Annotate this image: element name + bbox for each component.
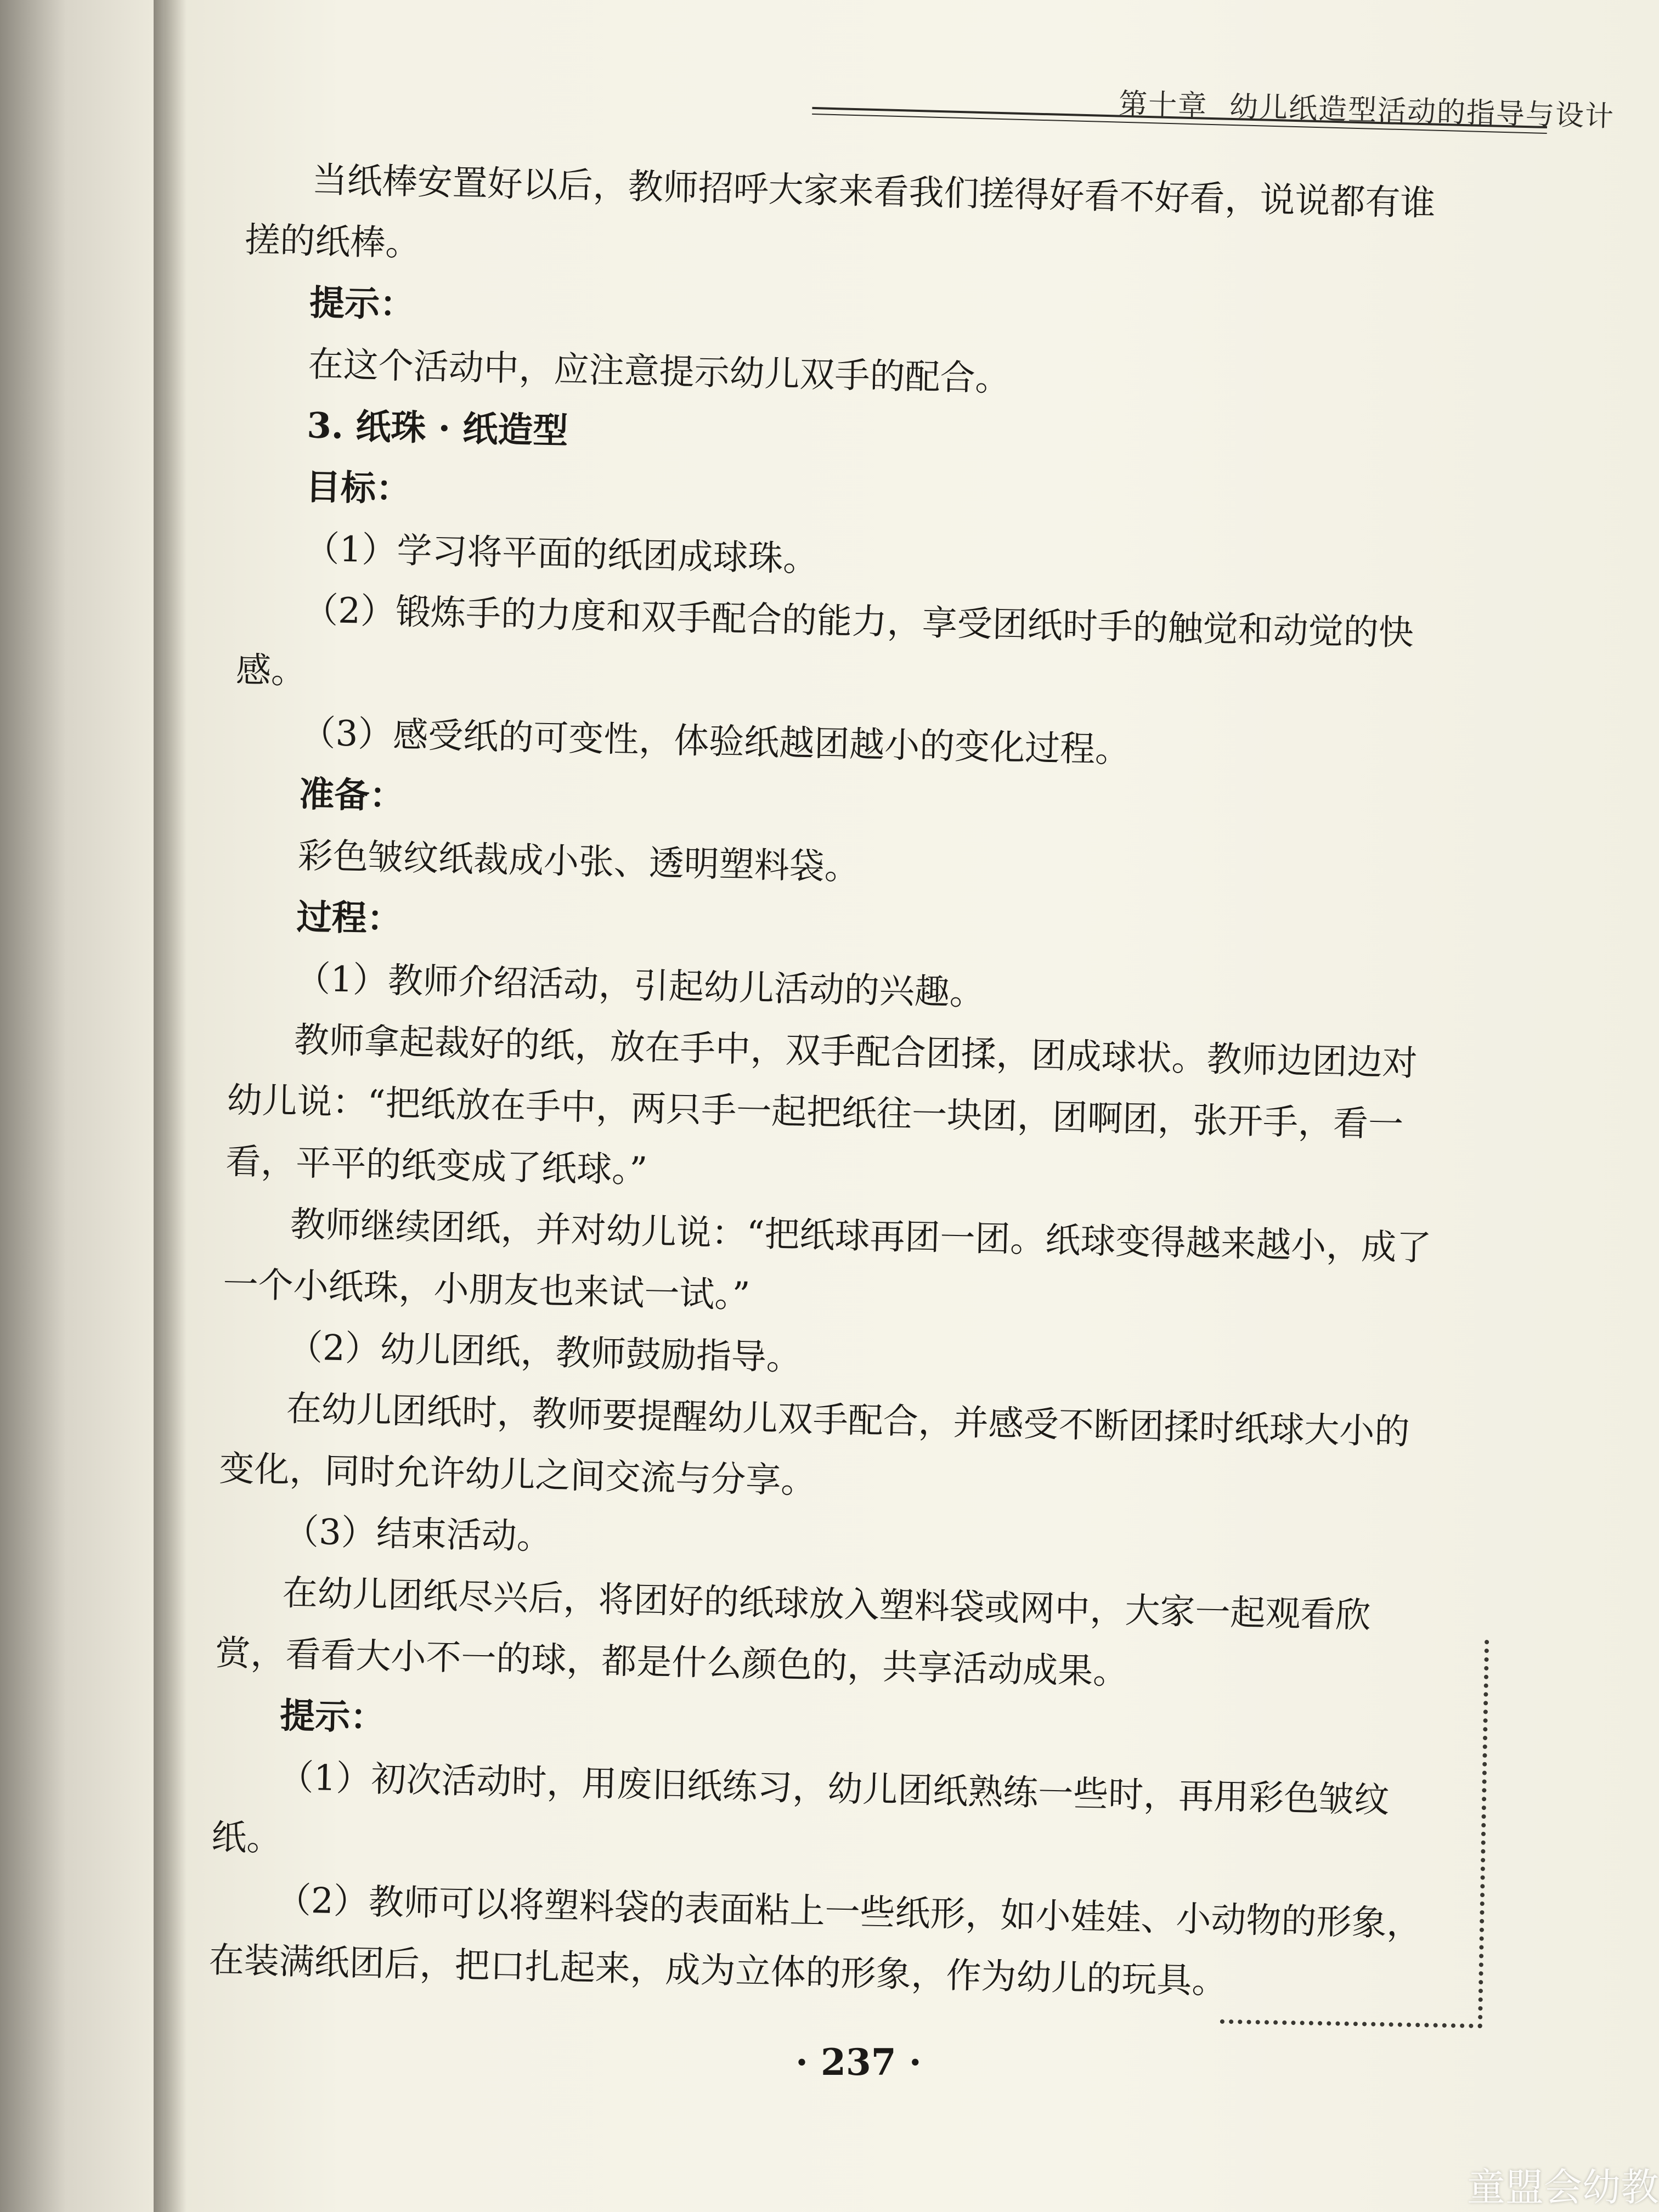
list-item: （1）教师介绍活动，引起幼儿活动的兴趣。: [295, 958, 985, 1014]
list-item: （2）教师可以将塑料袋的表面粘上一些纸形，如小娃娃、小动物的形象，在装满纸团后，把口扎起来，成为立体的形象，作为幼儿的玩具。: [208, 1880, 1423, 2002]
list-item: （2）幼儿团纸，教师鼓励指导。: [287, 1327, 802, 1379]
book-page: [165, 0, 1659, 2212]
watermark: 童盟会幼教: [1467, 2165, 1659, 2210]
list-item: （2）锻炼手的力度和双手配合的能力，享受团纸时手的触觉和动觉的快感。: [235, 590, 1414, 692]
paragraph: 在幼儿团纸尽兴后，将团好的纸球放入塑料袋或网中，大家一起观看欣赏，看看大小不一的球，都是什么颜色的，共享活动成果。: [215, 1572, 1372, 1693]
paragraph: 彩色皱纹纸裁成小张、透明塑料袋。: [297, 836, 860, 888]
list-item: （3）结束活动。: [283, 1511, 552, 1558]
paragraph: 当纸棒安置好以后，教师招呼大家来看我们搓得好看不好看，说说都有谁搓的纸棒。: [244, 160, 1436, 264]
list-item: （1）学习将平面的纸团成球珠。: [303, 528, 819, 580]
dotted-frame-decoration: [1220, 1635, 1489, 2028]
facing-page-edge: [0, 0, 165, 2212]
heading-hint: 提示：: [279, 1695, 386, 1739]
heading-process: 过程：: [296, 896, 403, 940]
paragraph: 在幼儿团纸时，教师要提醒幼儿双手配合，并感受不断团揉时纸球大小的变化，同时允许幼儿之间交流与分享。: [218, 1389, 1410, 1502]
list-item: （3）感受纸的可变性，体验纸越团越小的变化过程。: [300, 713, 1131, 771]
paragraph: 教师拿起裁好的纸，放在手中，双手配合团揉，团成球状。教师边团边对幼儿说：“把纸放在手中，两只手一起把纸往一块团，团啊团，张开手，看一看，平平的纸变成了纸球。”: [225, 1020, 1418, 1191]
chapter-number: 第十章: [1118, 87, 1208, 123]
heading-goals: 目标：: [305, 466, 411, 510]
heading-hint: 提示：: [309, 282, 415, 326]
paragraph: 在这个活动中，应注意提示幼儿双手的配合。: [307, 344, 1011, 400]
chapter-title: 幼儿纸造型活动的指导与设计: [1229, 90, 1615, 133]
page-number: · 237 ·: [795, 2041, 922, 2084]
section-title: 3. 纸珠 · 纸造型: [306, 405, 569, 452]
list-item: （1）初次活动时，用废旧纸练习，幼儿团纸熟练一些时，再用彩色皱纹纸。: [211, 1757, 1390, 1859]
paragraph: 教师继续团纸，并对幼儿说：“把纸球再团一团。纸球变得越来越小，成了一个小纸珠，小朋友也来试一试。”: [222, 1204, 1432, 1316]
book-gutter-shadow: [154, 0, 187, 2212]
heading-preparation: 准备：: [298, 774, 405, 817]
